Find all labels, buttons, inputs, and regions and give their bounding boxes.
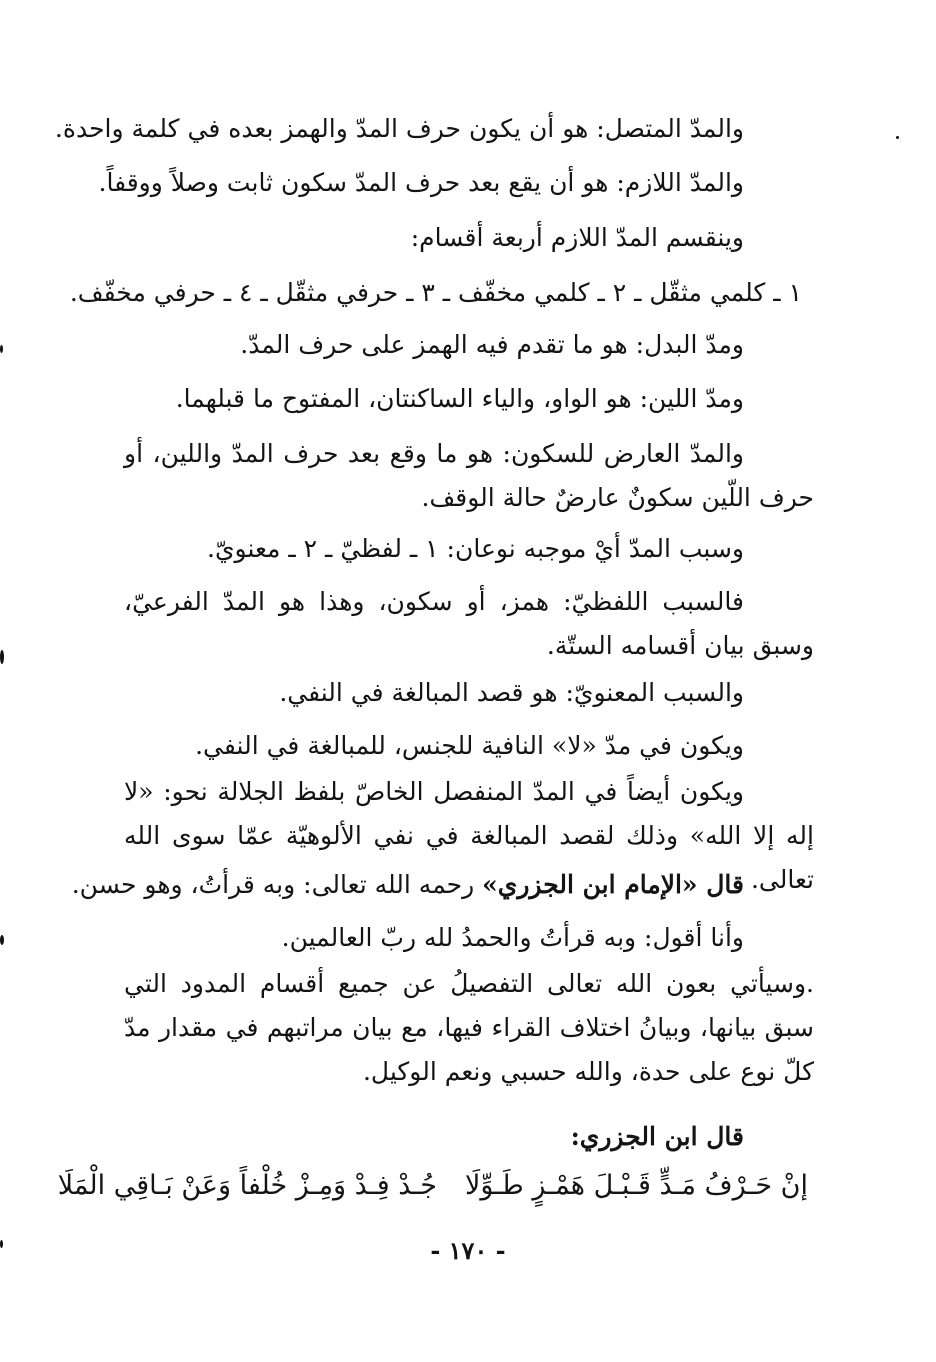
poem-first-hemistich: إنْ حَـرْفُ مَـدٍّ قَـبْـلَ هَمْـزٍ طَـوِّلَا <box>465 1170 808 1201</box>
text-line-lazim: والمدّ اللازم: هو أن يقع بعد حرف المدّ سكون ثابت وصلاً ووقفاً. <box>98 168 744 197</box>
text-line-maanawi: والسبب المعنويّ: هو قصد المبالغة في النفي. <box>279 678 744 707</box>
section-heading: قال ابن الجزري: <box>570 1122 744 1151</box>
imam-name: قال «الإمام ابن الجزري» <box>482 870 744 899</box>
text-line-author: وأنا أقول: وبه قرأتُ والحمدُ لله ربّ العالمين. <box>281 923 744 952</box>
poem-second-hemistich: جُـدْ فِـدْ وَمِـزْ خُلْفاً وَعَنْ بَـاقِي الْمَلَا <box>57 1170 437 1201</box>
text-line-badal: ومدّ البدل: هو ما تقدم فيه الهمز على حرف المدّ. <box>240 330 744 359</box>
scan-speck <box>0 650 4 664</box>
scan-speck <box>896 136 899 139</box>
text-para-closing: .وسيأتي بعون الله تعالى التفصيلُ عن جميع أقسام المدود التي سبق بيانها، وبيانُ اختلاف القراء فيها، مع بيان مراتبهم في مقدار مدّ كلّ نوع على حدة، والله حسبي ونعم الوكيل. <box>124 969 814 1086</box>
scan-speck <box>0 1240 3 1248</box>
text-line-sabab: وسبب المدّ أيْ موجبه نوعان: ١ ـ لفظيّ ـ ٢ ـ معنويّ. <box>207 534 744 563</box>
text-para-jalala: ويكون أيضاً في المدّ المنفصل الخاصّ بلفظ الجلالة نحو: «لا إله إلا الله» وذلك لقصد المبالغة في نفي الألوهيّة عمّا سوى الله تعالى. <box>124 777 814 894</box>
text-line-ibn-jazari-quote <box>72 868 744 902</box>
text-line-four-types: ١ ـ كلمي مثقّل ـ ٢ ـ كلمي مخفّف ـ ٣ ـ حرفي مثقّل ـ ٤ ـ حرفي مخفّف. <box>69 278 802 307</box>
text-para-lafdhi: فالسبب اللفظيّ: همز، أو سكون، وهذا هو المدّ الفرعيّ، وسبق بيان أقسامه الستّة. <box>124 587 814 660</box>
text-line-lazim-division: وينقسم المدّ اللازم أربعة أقسام: <box>410 223 744 252</box>
page-number: - ١٧٠ - <box>430 1236 506 1265</box>
scan-speck <box>0 935 4 945</box>
text-line-muttasil: والمدّ المتصل: هو أن يكون حرف المدّ والهمز بعده في كلمة واحدة. <box>54 114 744 143</box>
scan-speck <box>0 345 3 353</box>
text-line-la-nafiya: ويكون في مدّ «لا» النافية للجنس، للمبالغة في النفي. <box>195 731 744 760</box>
quote-rest: رحمه الله تعالى: وبه قرأتُ، وهو حسن. <box>71 870 483 899</box>
text-line-leen: ومدّ اللين: هو الواو، والياء الساكنتان، المفتوح ما قبلهما. <box>175 384 744 413</box>
poem-verse <box>58 1166 808 1206</box>
text-para-aarid: والمدّ العارض للسكون: هو ما وقع بعد حرف المدّ واللين، أو حرف اللّين سكونٌ عارضٌ حالة الوقف. <box>124 439 814 512</box>
